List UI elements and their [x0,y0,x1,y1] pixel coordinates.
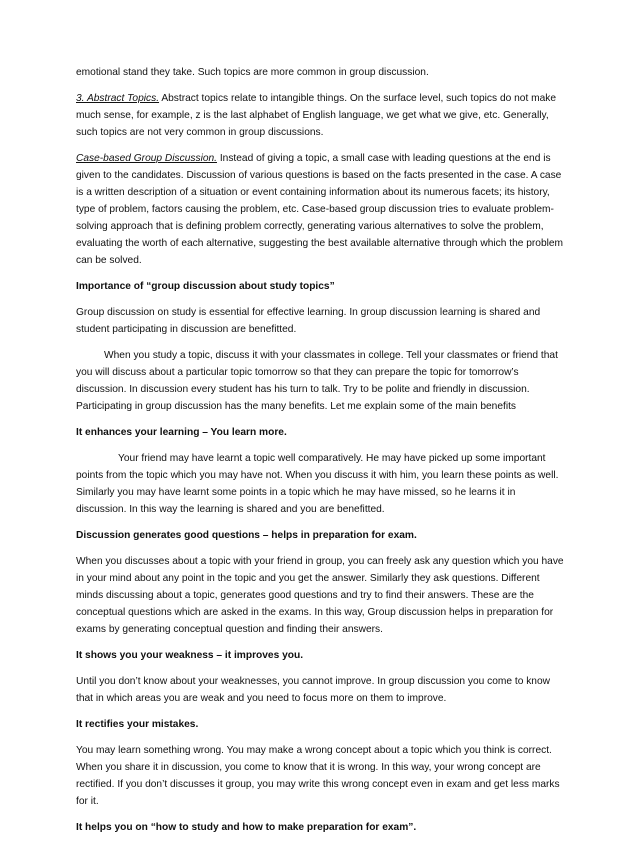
heading-rectifies-mistakes: It rectifies your mistakes. [76,719,199,730]
heading-how-to-study: It helps you on “how to study and how to make preparation for exam”. [76,822,417,833]
paragraph-intro-continuation: emotional stand they take. Such topics are more common in group discussion. [76,67,429,78]
paragraph-group-discussion-essential: Group discussion on study is essential for effective learning. In group discussion learning is shared and student participating in discussion are benefitted. [76,307,541,335]
paragraph-abstract-topics [76,90,566,141]
heading-enhances-learning: It enhances your learning – You learn more. [76,427,287,438]
heading-weakness: It shows you your weakness – it improves you. [76,650,304,661]
paragraph-case-based [76,150,566,269]
paragraph-wrong-concept: You may learn something wrong. You may make a wrong concept about a topic which you think is correct. When you share it in discussion, you come to know that it is wrong. In this way, your wrong concept are rectified. If you don’t discusses it group, you may write this wrong concept even in exam and get less marks for it. [76,745,560,807]
heading-good-questions: Discussion generates good questions – helps in preparation for exam. [76,530,417,541]
paragraph-study-topic: When you study a topic, discuss it with your classmates in college. Tell your classmates or friend that you will discuss about a particular topic tomorrow so that they can prepare the topic for tomorrow’s discussion. In discussion every student has his turn to talk. Try to be polite and friendly in discussion. Participating in group discussion has the many benefits. Let me explain some of the main benefits [76,350,558,412]
heading-importance: Importance of “group discussion about study topics” [76,281,335,292]
paragraph-friend-learnt: Your friend may have learnt a topic well comparatively. He may have picked up some important points from the topic which you may have not. When you discuss it with him, you learn these points as well. Similarly you may have learnt some points in a topic which he may have missed, so he learns it in discussion. In this way the learning is shared and you are benefitted. [76,453,559,515]
document-page [76,64,566,845]
paragraph-weaknesses: Until you don’t know about your weaknesses, you cannot improve. In group discussion you come to know that in which areas you are weak and you need to focus more on them to improve. [76,676,550,704]
paragraph-ask-questions: When you discusses about a topic with your friend in group, you can freely ask any question which you have in your mind about any point in the topic and you get the answer. Similarly they ask questions. Different minds discussing about a topic, generates good questions and try to find their answers. These are the conceptual questions which are asked in the exams. In this way, Group discussion helps in preparation for exams by generating conceptual question and finding their answers. [76,556,564,635]
abstract-topics-label: 3. Abstract Topics. [76,93,160,104]
case-based-text: Instead of giving a topic, a small case with leading questions at the end is given to the candidates. Discussion of various questions is based on the facts presented in the case. A case is a written description of a situation or event containing information about its numerous facets; its history, type of problem, factors causing the problem, etc. Case-based group discussion tries to evaluate problem-solving approach that is defining problem correctly, generating various alternatives to solve the problem, evaluating the worth of each alternative, suggesting the best available alternative through which the problem can be solved. [76,153,564,266]
case-based-label: Case-based Group Discussion. [76,153,217,164]
abstract-topics-text: Abstract topics relate to intangible things. On the surface level, such topics do not make much sense, for example, z is the last alphabet of English language, we get what we give, etc. Generally, such topics are not very common in group discussions. [76,93,557,138]
